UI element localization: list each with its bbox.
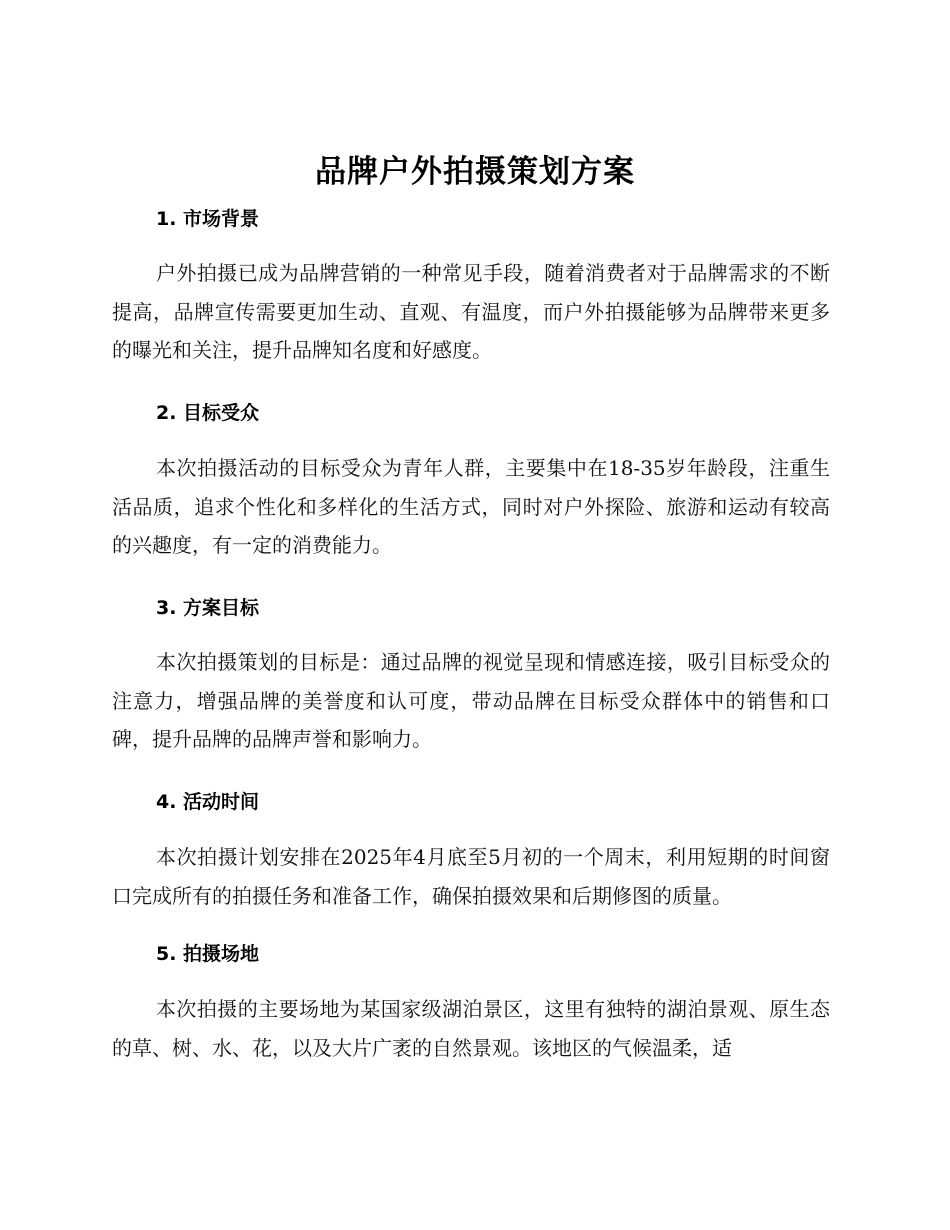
section-heading-event-time: 4. 活动时间 bbox=[156, 791, 260, 813]
section-body-market-background: 户外拍摄已成为品牌营销的一种常见手段，随着消费者对于品牌需求的不断提高，品牌宣传需要更加生动、直观、有温度，而户外拍摄能够为品牌带来更多的曝光和关注，提升品牌知名度和好感度。 bbox=[112, 261, 830, 362]
section-heading-target-audience: 2. 目标受众 bbox=[156, 402, 260, 424]
section-body-plan-goals: 本次拍摄策划的目标是：通过品牌的视觉呈现和情感连接，吸引目标受众的注意力，增强品牌的美誉度和认可度，带动品牌在目标受众群体中的销售和口碑，提升品牌的品牌声誉和影响力。 bbox=[112, 650, 830, 751]
section-body-event-time: 本次拍摄计划安排在2025年4月底至5月初的一个周末，利用短期的时间窗口完成所有的拍摄任务和准备工作，确保拍摄效果和后期修图的质量。 bbox=[112, 845, 830, 908]
section-body-shooting-location: 本次拍摄的主要场地为某国家级湖泊景区，这里有独特的湖泊景观、原生态的草、树、水、花，以及大片广袤的自然景观。该地区的气候温柔，适 bbox=[112, 997, 830, 1060]
section-heading-market-background: 1. 市场背景 bbox=[156, 208, 260, 230]
section-heading-shooting-location: 5. 拍摄场地 bbox=[156, 943, 260, 965]
section-body-target-audience: 本次拍摄活动的目标受众为青年人群，主要集中在18-35岁年龄段，注重生活品质，追求个性化和多样化的生活方式，同时对户外探险、旅游和运动有较高的兴趣度，有一定的消费能力。 bbox=[112, 456, 830, 557]
section-heading-plan-goals: 3. 方案目标 bbox=[156, 597, 260, 619]
document-title: 品牌户外拍摄策划方案 bbox=[315, 154, 635, 190]
